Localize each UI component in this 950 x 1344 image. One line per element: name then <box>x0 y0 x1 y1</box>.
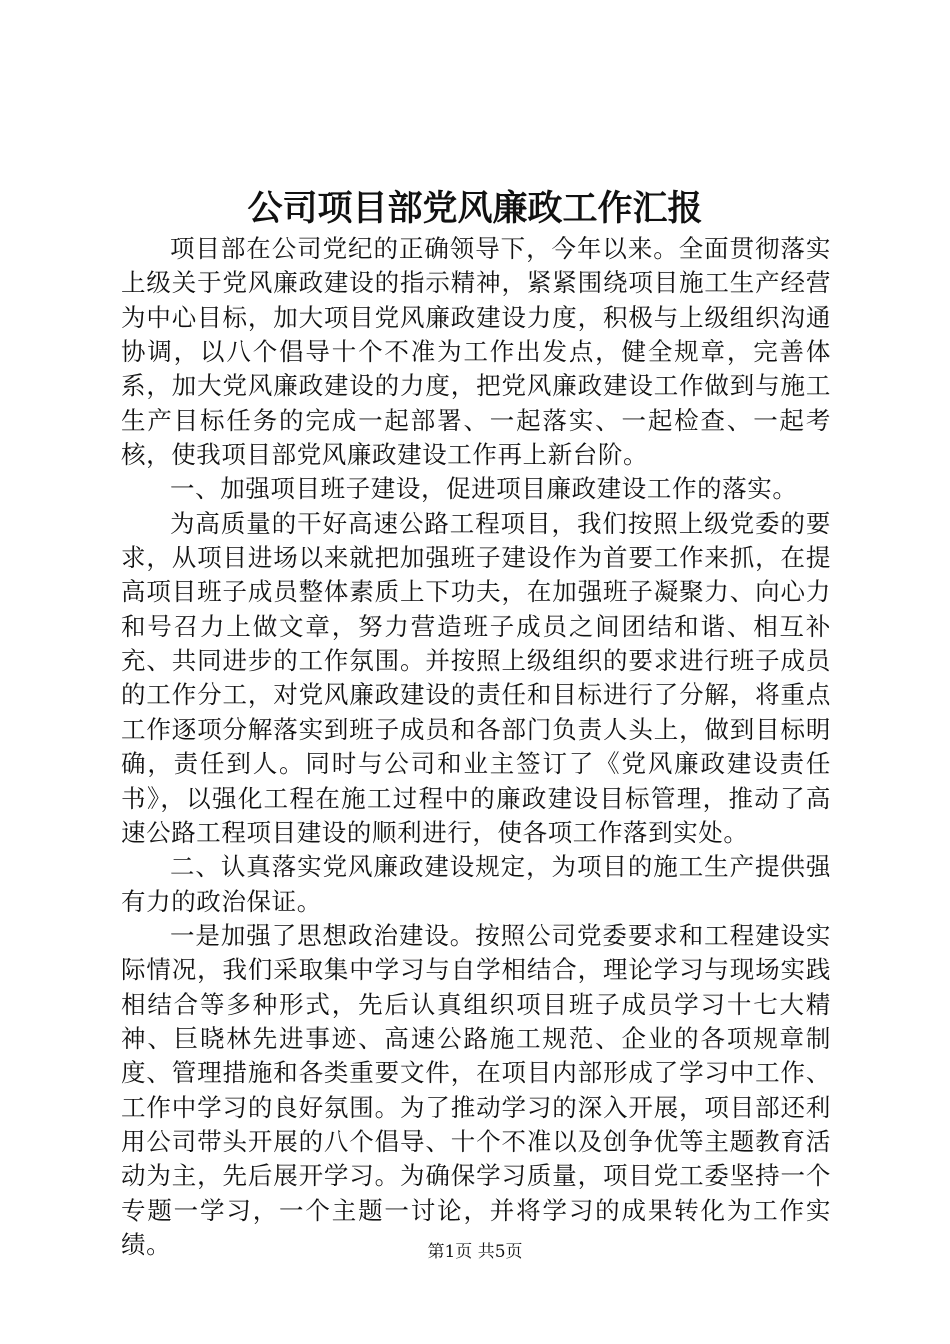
paragraph-section-2: 一是加强了思想政治建设。按照公司党委要求和工程建设实际情况，我们采取集中学习与自学相结合，理论学习与现场实践相结合等多种形式，先后认真组织项目班子成员学习十七大精神、巨晓林先进事迹、高速公路施工规范、企业的各项规章制度、管理措施和各类重要文件，在项目内部形成了学习中工作、工作中学习的良好氛围。为了推动学习的深入开展，项目部还利用公司带头开展的八个倡导、十个不准以及创争优等主题教育活动为主，先后展开学习。为确保学习质量，项目党工委坚持一个专题一学习，一个主题一讨论，并将学习的成果转化为工作实绩。 <box>121 920 831 1259</box>
document-body <box>121 232 831 1262</box>
page-footer: 第1页 共5页 <box>427 1242 523 1262</box>
section-heading-2: 二、认真落实党风廉政建设规定，为项目的施工生产提供强有力的政治保证。 <box>121 852 831 916</box>
paragraph-intro: 项目部在公司党纪的正确领导下，今年以来。全面贯彻落实上级关于党风廉政建设的指示精神，紧紧围绕项目施工生产经营为中心目标，加大项目党风廉政建设力度，积极与上级组织沟通协调，以八个倡导十个不准为工作出发点，健全规章，完善体系，加大党风廉政建设的力度，把党风廉政建设工作做到与施工生产目标任务的完成一起部署、一起落实、一起检查、一起考核，使我项目部党风廉政建设工作再上新台阶。 <box>121 234 831 470</box>
paragraph-section-1: 为高质量的干好高速公路工程项目，我们按照上级党委的要求，从项目进场以来就把加强班子建设作为首要工作来抓，在提高项目班子成员整体素质上下功夫，在加强班子凝聚力、向心力和号召力上做文章，努力营造班子成员之间团结和谐、相互补充、共同进步的工作氛围。并按照上级组织的要求进行班子成员的工作分工，对党风廉政建设的责任和目标进行了分解，将重点工作逐项分解落实到班子成员和各部门负责人头上，做到目标明确，责任到人。同时与公司和业主签订了《党风廉政建设责任书》，以强化工程在施工过程中的廉政建设目标管理，推动了高速公路工程项目建设的顺利进行，使各项工作落到实处。 <box>121 508 831 847</box>
section-heading-1: 一、加强项目班子建设，促进项目廉政建设工作的落实。 <box>170 474 798 504</box>
document-title: 公司项目部党风廉政工作汇报 <box>247 188 703 229</box>
